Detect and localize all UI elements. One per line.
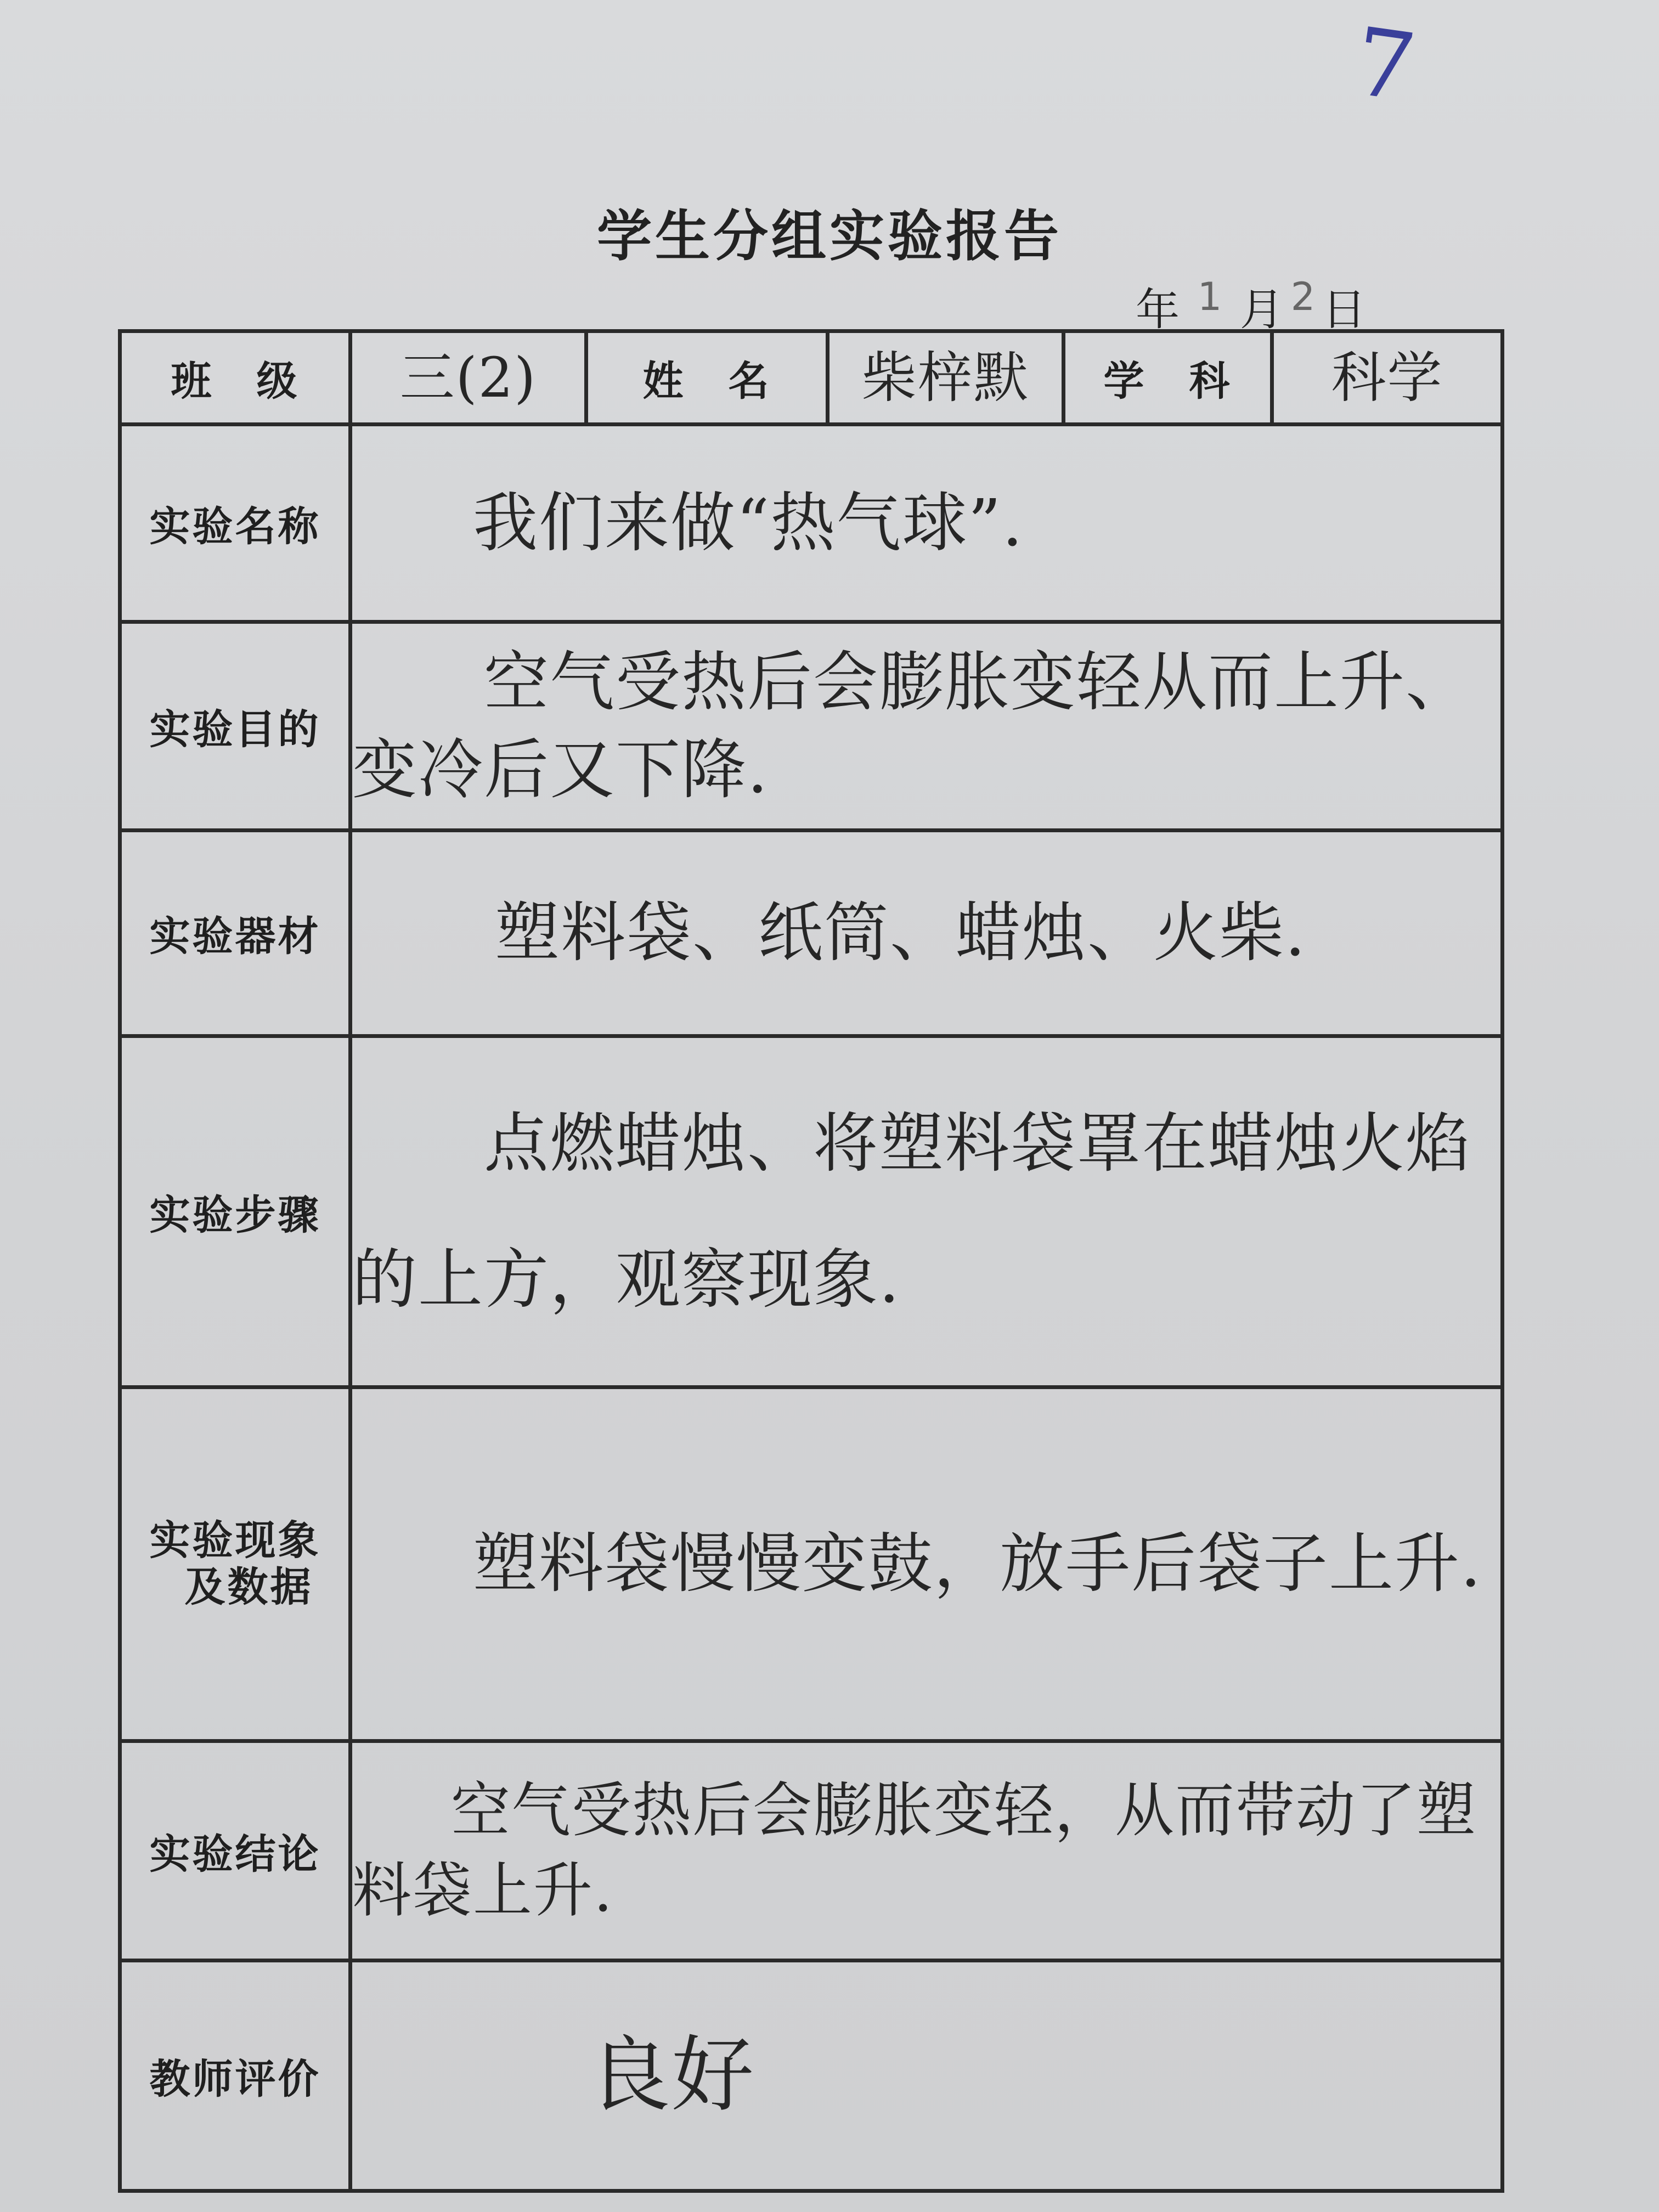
date-month-suffix: 月 [1240,284,1284,335]
experiment-name-value [351,425,1503,622]
experiment-conclusion-label: 实验结论 [120,1741,351,1961]
experiment-equipment-label: 实验器材 [120,831,351,1036]
experiment-purpose-label: 实验目的 [120,622,351,831]
date-day-suffix: 日 [1322,284,1366,335]
row-experiment-name [120,425,1503,622]
date-year-blank [1075,274,1136,337]
class-label: 班 级 [120,331,351,425]
experiment-phenomena-text: 塑料袋慢慢变鼓，放手后袋子上升. [473,1526,1482,1602]
experiment-purpose-value: 空气受热后会膨胀变轻从而上升、变冷后又下降. [351,622,1503,831]
teacher-evaluation-label: 教师评价 [120,1961,351,2191]
row-experiment-equipment [120,831,1503,1036]
row-teacher-evaluation [120,1961,1503,2191]
date-month-value: 1 [1197,274,1222,319]
experiment-conclusion-value [351,1741,1503,1961]
name-value: 柴梓默 [828,331,1064,425]
experiment-phenomena-label [120,1387,351,1741]
report-date [1075,274,1366,337]
experiment-name-text: 我们来做“热气球”. [473,484,1024,561]
teacher-evaluation-value [351,1961,1503,2191]
row-experiment-conclusion [120,1741,1503,1961]
experiment-equipment-value [351,831,1503,1036]
class-value: 三(2) [351,331,586,425]
row-experiment-purpose [120,622,1503,831]
experiment-phenomena-value [351,1387,1503,1741]
date-year-suffix: 年 [1136,284,1180,335]
row-experiment-steps [120,1036,1503,1387]
phenomena-label-line1: 实验现象 [149,1516,321,1564]
header-row [120,331,1503,425]
report-title: 学生分组实验报告 [597,204,1062,268]
report-table [118,329,1504,2193]
page-number: 7 [1347,7,1422,123]
experiment-steps-label: 实验步骤 [120,1036,351,1387]
teacher-evaluation-text: 良好 [588,2028,755,2124]
experiment-steps-value: 点燃蜡烛、将塑料袋罩在蜡烛火焰的上方，观察现象. [351,1036,1503,1387]
date-day-value: 2 [1290,274,1316,319]
phenomena-label-line2: 及数据 [184,1564,313,1611]
subject-label: 学 科 [1064,331,1272,425]
name-label: 姓 名 [586,331,828,425]
experiment-name-label: 实验名称 [120,425,351,622]
experiment-conclusion-text: 空气受热后会膨胀变轻，从而带动了塑料袋上升. [352,1776,1477,1925]
experiment-equipment-text: 塑料袋、纸筒、蜡烛、火柴. [495,895,1307,971]
row-experiment-phenomena [120,1387,1503,1741]
subject-value: 科学 [1272,331,1503,425]
